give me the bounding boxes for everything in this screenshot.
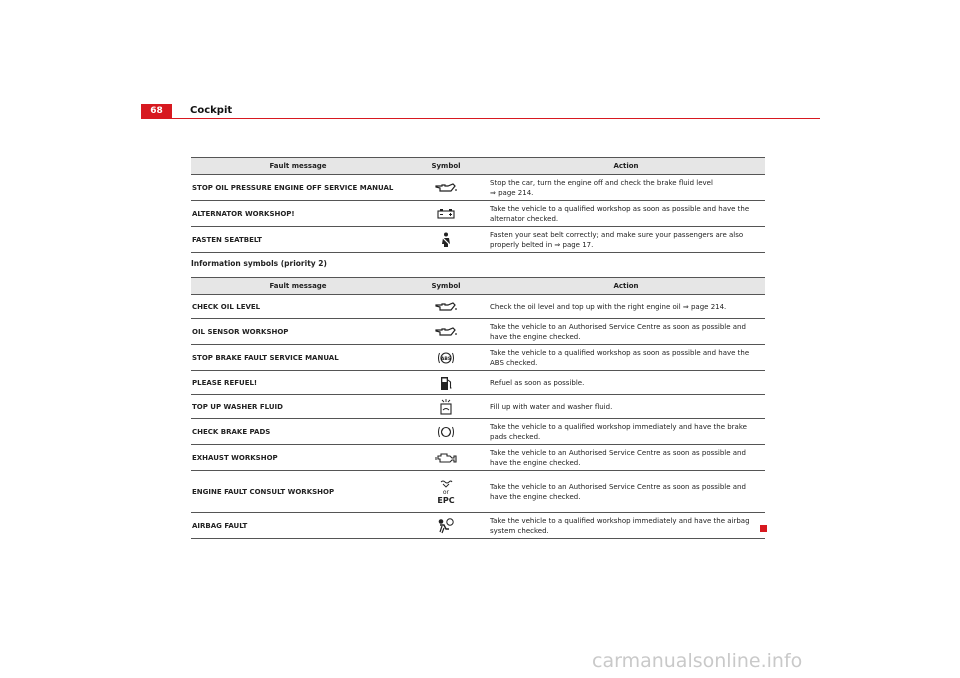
action-line: pads checked. [490,432,541,441]
fault-message: OIL SENSOR WORKSHOP [191,319,405,345]
column-header-symbol: Symbol [405,278,487,295]
fault-message: STOP BRAKE FAULT SERVICE MANUAL [191,345,405,371]
table-row [191,345,765,371]
table-row [191,445,765,471]
fuel-pump-icon [439,375,453,391]
fault-message: CHECK OIL LEVEL [191,295,405,319]
action-line: have the engine checked. [490,492,581,501]
table-row [191,319,765,345]
action-line: Fill up with water and washer fluid. [490,402,613,411]
action-text [487,175,765,201]
action-line: properly belted in ⇒ page 17. [490,240,594,249]
table-header-row [191,158,765,175]
symbol-cell [405,175,487,201]
fault-message: PLEASE REFUEL! [191,371,405,395]
section-heading: Information symbols (priority 2) [191,259,327,268]
fault-table-priority-2 [191,277,765,539]
action-text [487,319,765,345]
action-text [487,345,765,371]
page-number: 68 [141,104,172,118]
fault-message: TOP UP WASHER FLUID [191,395,405,419]
action-text [487,201,765,227]
action-line: have the engine checked. [490,458,581,467]
column-header-action: Action [487,158,765,175]
column-header-fault: Fault message [191,158,405,175]
end-of-section-marker [760,525,767,532]
oil-can-icon [434,327,458,337]
table-header-row [191,278,765,295]
action-text [487,513,765,539]
epc-label: EPC [437,495,455,505]
abs-icon [437,351,455,365]
action-line: Stop the car, turn the engine off and check the brake fluid level [490,178,713,187]
svg-text:ABS: ABS [440,356,452,362]
action-line: have the engine checked. [490,332,581,341]
section-title: Cockpit [190,105,233,116]
or-label: or [442,488,450,496]
engine-icon [435,452,457,464]
table-row [191,371,765,395]
action-text [487,295,765,319]
symbol-cell [405,419,487,445]
fault-message: AIRBAG FAULT [191,513,405,539]
action-line: Take the vehicle to a qualified workshop as soon as possible and have the [490,204,750,213]
symbol-cell [405,295,487,319]
action-line: Take the vehicle to a qualified workshop as soon as possible and have the [490,348,750,357]
brake-pads-icon [437,425,455,439]
action-line: Check the oil level and top up with the right engine oil ⇒ page 214. [490,302,727,311]
table-row [191,395,765,419]
watermark: carmanualsonline.info [592,650,803,672]
symbol-cell [405,345,487,371]
action-line: ABS checked. [490,358,538,367]
seatbelt-icon [439,232,453,248]
fault-message: ALTERNATOR WORKSHOP! [191,201,405,227]
table-row [191,227,765,253]
action-line: Take the vehicle to a qualified workshop immediately and have the airbag [490,516,750,525]
table-row [191,513,765,539]
symbol-cell [405,513,487,539]
action-line: Take the vehicle to a qualified workshop immediately and have the brake [490,422,747,431]
washer-fluid-icon [438,399,454,415]
symbol-cell [405,471,487,513]
oil-can-icon [434,183,458,193]
table-row [191,295,765,319]
column-header-symbol: Symbol [405,158,487,175]
action-line: Take the vehicle to an Authorised Service Centre as soon as possible and [490,482,746,491]
symbol-cell [405,319,487,345]
fault-message: CHECK BRAKE PADS [191,419,405,445]
action-text [487,227,765,253]
table-row [191,471,765,513]
fault-table-priority-1 [191,157,765,253]
action-text [487,471,765,513]
fault-message: ENGINE FAULT CONSULT WORKSHOP [191,471,405,513]
fault-message: STOP OIL PRESSURE ENGINE OFF SERVICE MANUAL [191,175,405,201]
symbol-cell [405,227,487,253]
battery-icon [436,208,456,219]
action-line: Take the vehicle to an Authorised Service Centre as soon as possible and [490,322,746,331]
action-text [487,445,765,471]
table-row [191,419,765,445]
table-row [191,175,765,201]
action-line: system checked. [490,526,549,535]
glow-plug-icon [439,480,453,488]
symbol-cell [405,445,487,471]
airbag-icon [437,518,455,534]
action-line: Fasten your seat belt correctly; and make sure your passengers are also [490,230,744,239]
action-text [487,371,765,395]
fault-message: EXHAUST WORKSHOP [191,445,405,471]
action-line: Take the vehicle to an Authorised Service Centre as soon as possible and [490,448,746,457]
header-rule [141,118,820,119]
action-text [487,419,765,445]
symbol-cell [405,201,487,227]
action-line: ⇒ page 214. [490,188,534,197]
oil-can-icon [434,302,458,312]
table-row [191,201,765,227]
fault-message: FASTEN SEATBELT [191,227,405,253]
action-text [487,395,765,419]
action-line: alternator checked. [490,214,559,223]
symbol-cell [405,371,487,395]
symbol-cell [405,395,487,419]
action-line: Refuel as soon as possible. [490,378,585,387]
column-header-action: Action [487,278,765,295]
column-header-fault: Fault message [191,278,405,295]
